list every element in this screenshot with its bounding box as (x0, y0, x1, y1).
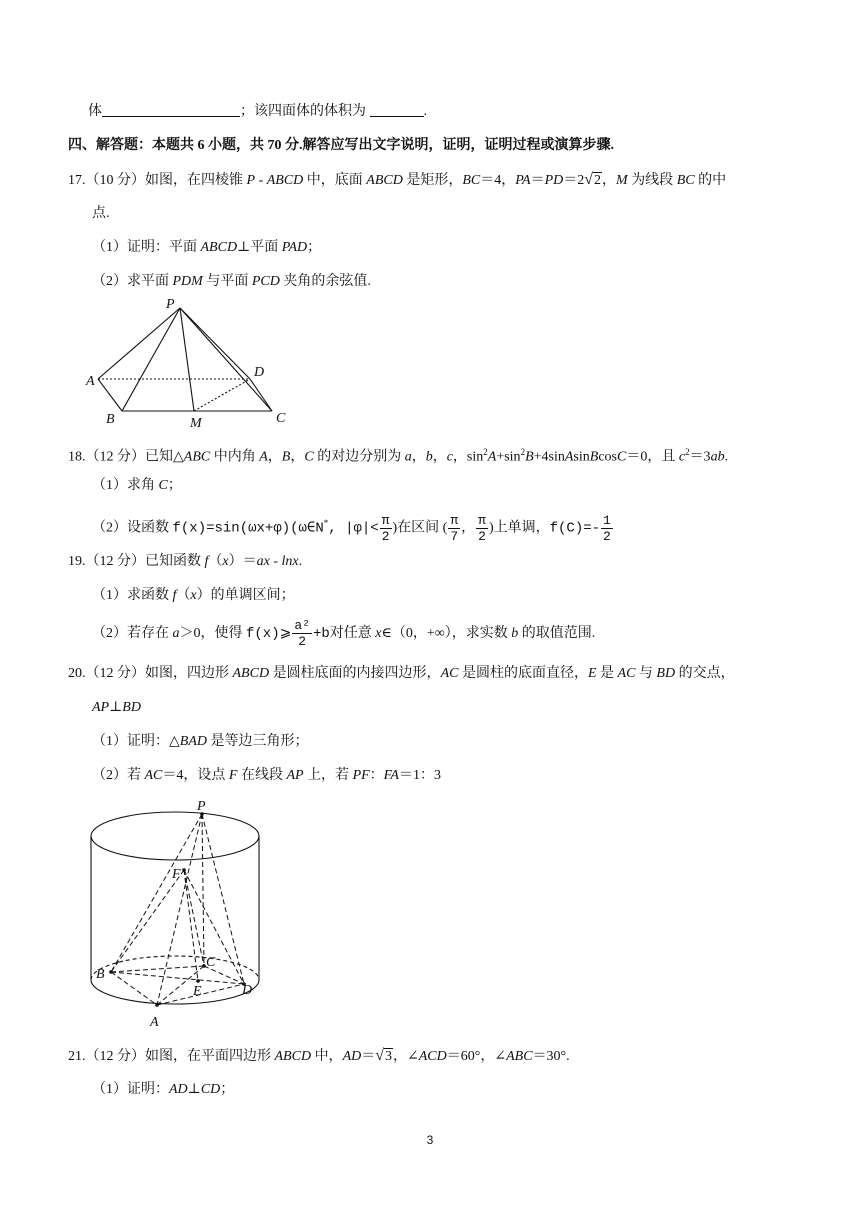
q20-part1: （1）证明：△BAD 是等边三角形； (92, 734, 309, 749)
q19-part1: （1）求函数 f（x）的单调区间； (92, 588, 295, 603)
label-D: D (242, 983, 253, 998)
label-A: A (86, 374, 95, 389)
prev-end: . (423, 104, 427, 119)
q18-part1: （1）求角 C； (92, 478, 182, 493)
prev-lead: 体 (88, 104, 102, 119)
answer-blank-2 (370, 102, 424, 117)
q20-cylinder-figure (82, 794, 282, 1034)
prev-mid: ；该四面体的体积为 (240, 104, 366, 119)
q17-pyramid-figure (80, 296, 310, 431)
answer-blank-1 (102, 102, 240, 117)
label-A: A (150, 1015, 159, 1030)
label-B: B (106, 412, 115, 427)
q18-part2: （2）设函数 f(x)=sin(ωx+φ)(ω∈N*, |φ|< $\frac{\pi}{2}$ )在区间 ( $\frac{\pi}{7}$ ， $\frac{\pi}{2}$ )上单调，f(C)=- $\frac{1}{2}$ (92, 512, 611, 544)
label-P: P (166, 297, 175, 312)
q20-line1: 20.（12 分）如图，四边形 ABCD 是圆柱底面的内接四边形，AC 是圆柱的底面直径，E 是 AC 与 BD 的交点， (68, 666, 735, 681)
q20-line2: AP⊥BD (92, 700, 141, 715)
label-E: E (193, 984, 202, 999)
q20-part2: （2）若 AC＝4，设点 F 在线段 AP 上，若 PF：FA＝1：3 (92, 768, 441, 783)
label-M: M (190, 416, 202, 431)
page-number: 3 (426, 1133, 434, 1147)
q21-line1: 21.（12 分）如图，在平面四边形 ABCD 中，AD＝√3，∠ACD＝60°，∠ABC＝30°. (68, 1047, 570, 1064)
q17-part1: （1）证明：平面 ABCD⊥平面 PAD； (92, 240, 322, 255)
q21-part1: （1）证明：AD⊥CD； (92, 1082, 235, 1097)
q17-line2: 点. (92, 206, 110, 221)
q19-line1: 19.（12 分）已知函数 f（x）＝ax - lnx. (68, 554, 303, 569)
q18-line1: 18.（12 分）已知△ABC 中内角 A，B，C 的对边分别为 a，b，c，$\sin^2A+\sin^2B+4sinAsinBcosC=0$，且 $c^2=3ab$. (68, 447, 729, 465)
prev-question-tail (88, 102, 427, 122)
label-C: C (276, 411, 286, 426)
q17-line1: 17.（10 分）如图，在四棱锥 P - ABCD 中，底面 ABCD 是矩形，BC＝4，PA＝PD＝2√2，M 为线段 BC 的中 (68, 171, 727, 188)
section-heading: 四、解答题：本题共 6 小题，共 70 分.解答应写出文字说明，证明，证明过程或演算步骤. (68, 138, 614, 153)
label-D: D (254, 365, 265, 380)
label-P: P (197, 799, 206, 814)
q19-part2: （2）若存在 a＞0，使得 f(x)⩾ $\frac{\text{a²}}{2}$ +b对任意 x∈（0，+∞），求实数 b 的取值范围. (92, 618, 596, 650)
q17-part2: （2）求平面 PDM 与平面 PCD 夹角的余弦值. (92, 274, 371, 289)
label-F: F (172, 867, 181, 882)
label-C: C (206, 955, 216, 970)
label-B: B (96, 967, 105, 982)
